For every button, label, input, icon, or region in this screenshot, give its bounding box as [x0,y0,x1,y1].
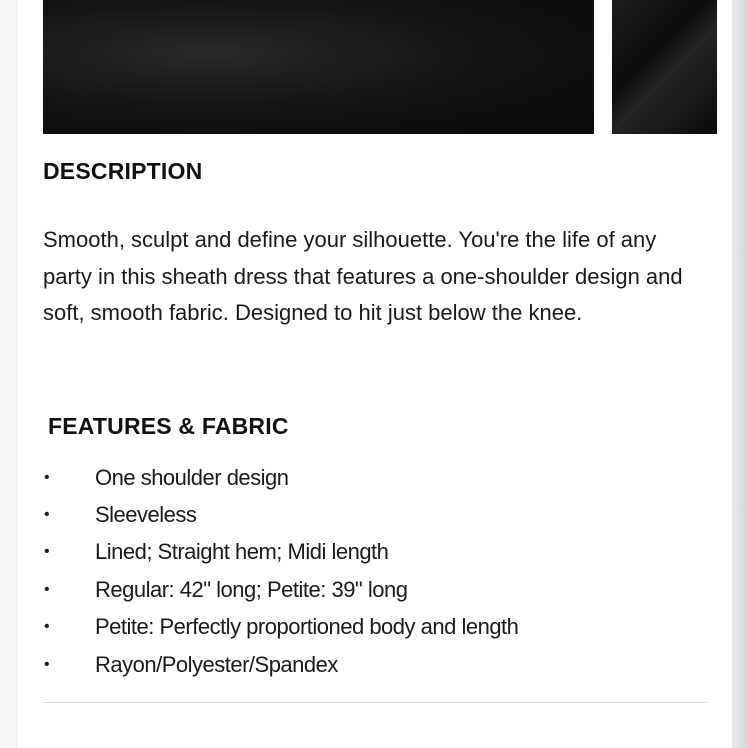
bullet-icon: • [44,618,50,636]
feature-text: Petite: Perfectly proportioned body and length [95,614,519,640]
product-image-thumbnail[interactable] [612,0,717,134]
list-item [40,609,700,646]
list-item [40,496,700,533]
list-item [40,459,700,496]
features-list [40,459,700,683]
bullet-icon: • [44,468,50,486]
list-item [40,534,700,571]
bullet-icon: • [44,655,50,673]
feature-text: Lined; Straight hem; Midi length [95,539,389,565]
feature-text: Regular: 42" long; Petite: 39" long [95,576,408,602]
bullet-icon: • [44,506,50,524]
features-heading: FEATURES & FABRIC [48,413,289,439]
feature-text: Rayon/Polyester/Spandex [95,651,338,677]
bullet-icon: • [44,543,50,561]
list-item [40,646,700,683]
page-edge [732,0,748,748]
description-heading: DESCRIPTION [43,158,203,184]
list-item [40,571,700,608]
product-image-main[interactable] [43,0,594,134]
bullet-icon: • [44,580,50,598]
feature-text: Sleeveless [95,502,197,528]
section-divider [43,702,708,703]
description-text: Smooth, sculpt and define your silhouette. You're the life of any party in this sheath dress that features a one-shoulder design and soft, smooth fabric. Designed to hit just below the knee. [43,227,683,325]
feature-text: One shoulder design [95,464,289,490]
